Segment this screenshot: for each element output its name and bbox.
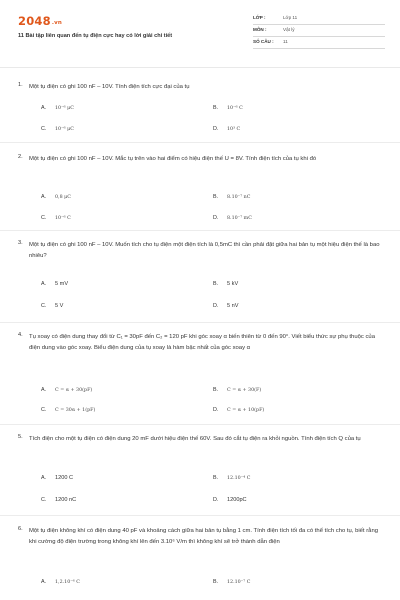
option-d[interactable] [213, 497, 247, 503]
meta-label: MÔN : [253, 27, 267, 32]
option-letter: B. [213, 387, 219, 393]
option-letter: D. [213, 215, 219, 221]
option-value: 5 mV [55, 281, 69, 287]
question-number: 4. [18, 332, 23, 338]
meta-row-class [253, 13, 385, 25]
option-a[interactable] [41, 105, 74, 111]
option-a[interactable] [41, 387, 92, 393]
option-letter: D. [213, 303, 219, 309]
option-d[interactable] [213, 407, 264, 413]
option-letter: A. [41, 387, 47, 393]
option-c[interactable] [41, 126, 74, 132]
option-b[interactable] [213, 579, 250, 585]
option-value: 5 kV [227, 281, 239, 287]
meta-row-count [253, 37, 385, 49]
option-value: 10⁻⁶ μC [55, 127, 74, 132]
option-b[interactable] [213, 475, 250, 481]
meta-value: 11 [283, 39, 288, 44]
question-text: Một tụ điện không khí có điện dung 40 pF và khoảng cách giữa hai bản tụ bằng 1 cm. Tính điện tích tối đa có thể tích cho tụ, biết rằng khi cường độ điện trường trong không khí lên đến 3.10⁶ V/m thì không khí sẽ trở thành dẫn điện [29, 528, 378, 546]
option-value: C = 30α + 1(pF) [55, 408, 96, 413]
question-divider [0, 230, 400, 231]
site-logo[interactable] [18, 14, 62, 28]
option-b[interactable] [213, 281, 238, 287]
question-divider [0, 515, 400, 516]
option-letter: C. [41, 303, 47, 309]
option-letter: B. [213, 475, 219, 481]
option-value: 5 nV [227, 303, 239, 309]
option-value: 5 V [55, 303, 64, 309]
option-letter: B. [213, 579, 219, 585]
option-letter: C. [41, 497, 47, 503]
question-number: 2. [18, 154, 23, 160]
question-divider [0, 142, 400, 143]
question-number: 1. [18, 82, 23, 88]
option-a[interactable] [41, 281, 68, 287]
header-divider [0, 67, 400, 68]
option-c[interactable] [41, 407, 95, 413]
option-d[interactable] [213, 126, 240, 132]
option-value: 8.10⁻⁷ mC [227, 216, 252, 221]
question-text: Một tụ điện có ghi 100 nF – 10V. Muốn tích cho tụ điện một điện tích là 0,5mC thì cần phải đặt giữa hai bản tụ một hiệu điện thế là bao nhiêu? [29, 242, 380, 260]
option-d[interactable] [213, 303, 239, 309]
option-letter: B. [213, 105, 219, 111]
option-c[interactable] [41, 303, 63, 309]
option-value: 8.10⁻⁷ nC [227, 195, 251, 200]
brand-tld: .vn [51, 20, 63, 26]
meta-info-table [253, 13, 385, 49]
question-text: Tích điện cho một tụ điện có điện dung 20 mF dưới hiệu điện thế 60V. Sau đó cắt tụ điện ra khỏi nguồn. Tính điện tích Q của tụ [29, 436, 361, 442]
option-a[interactable] [41, 194, 71, 200]
option-letter: A. [41, 281, 47, 287]
option-value: 1200 nC [55, 497, 77, 503]
meta-row-subject [253, 25, 385, 37]
option-letter: D. [213, 126, 219, 132]
option-value: 0,8 μC [55, 195, 71, 200]
option-value: 12.10⁻⁷ C [227, 580, 251, 585]
option-letter: C. [41, 215, 47, 221]
option-value: 10⁻⁶ C [227, 106, 243, 111]
option-d[interactable] [213, 215, 252, 221]
question-divider [0, 322, 400, 323]
option-b[interactable] [213, 387, 261, 393]
option-letter: A. [41, 475, 47, 481]
option-value: C = α + 30(pF) [55, 388, 93, 393]
option-value: 10⁻⁶ C [55, 216, 71, 221]
option-letter: A. [41, 105, 47, 111]
meta-value: Vật lý [283, 27, 295, 32]
option-value: 1200 C [55, 475, 74, 481]
option-value: 1200pC [227, 497, 247, 503]
option-b[interactable] [213, 194, 250, 200]
brand-name: 2048 [18, 14, 51, 28]
question-text: Một tụ điện có ghi 100 nF – 10V. Tính điện tích cực đại của tụ [29, 84, 190, 90]
option-value: 12.10⁻⁴ C [227, 476, 251, 481]
option-letter: B. [213, 194, 219, 200]
option-b[interactable] [213, 105, 243, 111]
option-letter: D. [213, 407, 219, 413]
question-number: 6. [18, 526, 23, 532]
option-letter: D. [213, 497, 219, 503]
question-text: Tụ xoay có điện dung thay đổi từ C₁ = 30pF đến C₂ = 120 pF khi góc xoay α biến thiên từ 0 đến 90°. Viết biểu thức sự phụ thuộc của điện dung vào góc xoay. Biểu điện dung của tụ xoay là hàm bậc nhất của góc xoay α [29, 334, 375, 352]
option-letter: C. [41, 126, 47, 132]
option-a[interactable] [41, 579, 80, 585]
meta-label: LỚP : [253, 15, 266, 20]
option-c[interactable] [41, 215, 71, 221]
option-letter: B. [213, 281, 219, 287]
option-letter: A. [41, 579, 47, 585]
option-value: C = α + 10(pF) [227, 408, 265, 413]
page-header [0, 0, 400, 62]
option-value: 1,2.10⁻⁶ C [55, 580, 80, 585]
option-value: 10³ C [227, 127, 241, 132]
option-value: 10⁻⁶ μC [55, 106, 74, 111]
option-c[interactable] [41, 497, 76, 503]
question-divider [0, 424, 400, 425]
option-value: C = α + 30(F) [227, 388, 262, 393]
question-text: Một tụ điện có ghi 100 nF – 10V. Mắc tụ trên vào hai điểm có hiệu điện thế U = 8V. Tính điện tích của tụ khi đó [29, 156, 317, 162]
question-number: 5. [18, 434, 23, 440]
meta-label: SỐ CÂU : [253, 39, 274, 44]
page-title: 11 Bài tập liên quan đến tụ điện cực hay có lời giải chi tiết [18, 33, 173, 39]
option-a[interactable] [41, 475, 73, 481]
meta-value: Lớp 11 [283, 15, 298, 20]
option-letter: A. [41, 194, 47, 200]
question-number: 3. [18, 240, 23, 246]
option-letter: C. [41, 407, 47, 413]
